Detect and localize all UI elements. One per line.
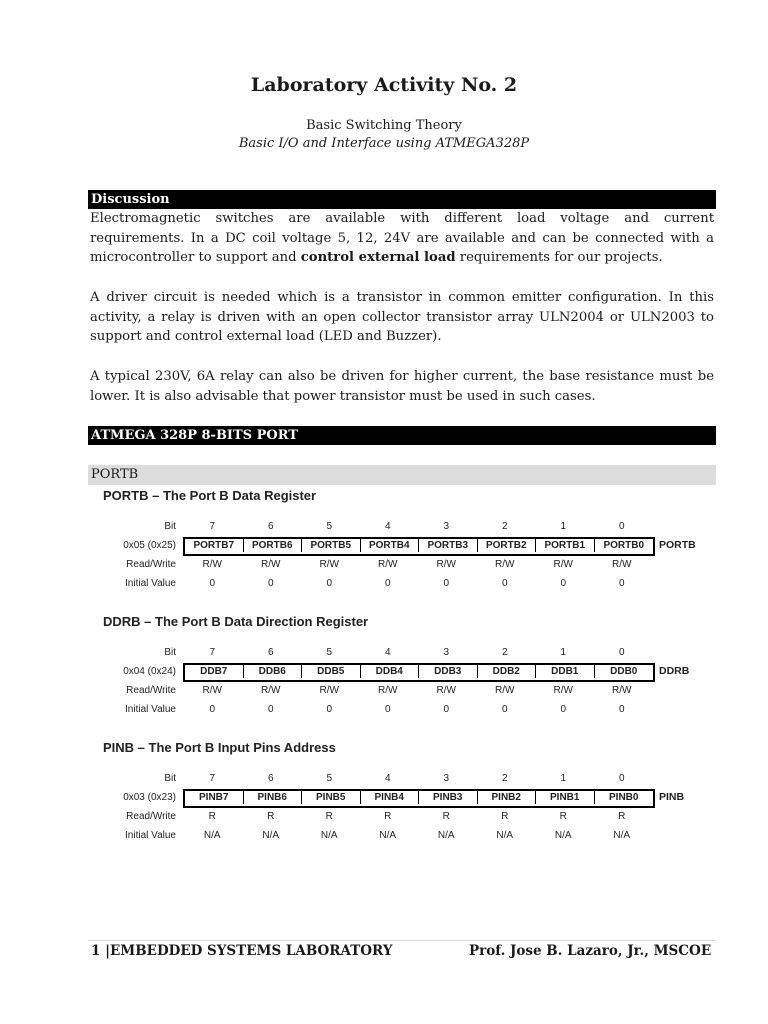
page-subtitle: Basic Switching Theory <box>306 118 462 133</box>
register-cell: 0 <box>501 578 508 589</box>
register-cell: N/A <box>379 830 397 841</box>
register-cell: 0 <box>618 704 625 715</box>
register-row <box>96 808 716 827</box>
register-row-label: Initial Value <box>125 704 176 715</box>
paragraph-bold-text: control external load <box>300 250 456 266</box>
register-cell: R <box>384 811 392 822</box>
register-row <box>96 644 716 663</box>
register-row-label: Initial Value <box>125 830 176 841</box>
register-cell: R/W <box>553 559 573 570</box>
register-cell: R/W <box>436 559 456 570</box>
register-row <box>96 789 716 808</box>
register-cell: 6 <box>267 521 274 532</box>
register-row <box>96 682 716 701</box>
register-cells <box>183 701 651 715</box>
register-row-label: 0x04 (0x24) <box>123 666 176 677</box>
register-row <box>96 575 716 594</box>
register-cell: R/W <box>612 559 632 570</box>
register-cell: 0 <box>560 704 567 715</box>
register-cell: PINB3 <box>419 791 478 804</box>
register-cell: PORTB3 <box>419 539 478 552</box>
register-cell: 0 <box>267 578 274 589</box>
portb-subheading: PORTB <box>88 465 716 485</box>
register-row-label: Bit <box>164 647 176 658</box>
register-cell: 5 <box>326 773 333 784</box>
register-cell: R/W <box>261 559 281 570</box>
register-cell: 2 <box>501 773 508 784</box>
register-cell: DDB6 <box>244 665 303 678</box>
register-cell: 0 <box>618 647 625 658</box>
register-cell: 0 <box>326 578 333 589</box>
register-cell: N/A <box>320 830 338 841</box>
register-cell: 7 <box>209 647 216 658</box>
page-title: Laboratory Activity No. 2 <box>250 74 518 96</box>
register-cells <box>183 682 651 696</box>
register-cell: 4 <box>384 773 391 784</box>
register-cell: 0 <box>326 704 333 715</box>
register-row-label: 0x05 (0x25) <box>123 540 176 551</box>
register-row <box>96 827 716 846</box>
register-title: PINB – The Port B Input Pins Address <box>103 740 336 755</box>
register-cell: R/W <box>261 685 281 696</box>
register-cell: 0 <box>560 578 567 589</box>
register-cell: PORTB0 <box>603 540 645 551</box>
register-cell: R/W <box>378 559 398 570</box>
footer-author: Prof. Jose B. Lazaro, Jr., MSCOE <box>469 943 712 959</box>
register-cell: N/A <box>203 830 221 841</box>
register-cell: R/W <box>202 559 222 570</box>
register-table <box>96 614 716 720</box>
register-cell: PINB0 <box>609 792 639 803</box>
register-table <box>96 488 716 594</box>
register-cell: PINB4 <box>361 791 420 804</box>
discussion-paragraph-3: A typical 230V, 6A relay can also be driven for higher current, the base resistance must be lower. It is also advisable that power transistor must be used in such cases. <box>90 369 714 404</box>
register-cell: PORTB5 <box>302 539 361 552</box>
register-cell: PINB1 <box>536 791 595 804</box>
register-cell: 5 <box>326 521 333 532</box>
register-cell: 0 <box>618 773 625 784</box>
register-cell: N/A <box>437 830 455 841</box>
register-cell: R/W <box>612 685 632 696</box>
register-cell: R/W <box>495 685 515 696</box>
register-cell: PINB6 <box>244 791 303 804</box>
register-cell: DDB2 <box>478 665 537 678</box>
register-cell: R/W <box>553 685 573 696</box>
register-cell: N/A <box>262 830 280 841</box>
register-cells <box>183 770 651 784</box>
register-cells <box>183 575 651 589</box>
register-row-label: 0x03 (0x23) <box>123 792 176 803</box>
register-cell: R <box>501 811 509 822</box>
register-cell: DDB1 <box>536 665 595 678</box>
register-cell: 4 <box>384 647 391 658</box>
register-cell: R <box>559 811 567 822</box>
register-cell: 0 <box>209 578 216 589</box>
register-cell: DDB3 <box>419 665 478 678</box>
register-row-label: Read/Write <box>126 685 176 696</box>
register-cells <box>183 789 655 808</box>
register-row <box>96 518 716 537</box>
register-cell: 2 <box>501 647 508 658</box>
register-name: PINB <box>659 791 685 803</box>
register-cell: PINB7 <box>185 791 244 804</box>
register-cell: 1 <box>560 773 567 784</box>
register-cell: 0 <box>209 704 216 715</box>
register-cell: 3 <box>443 773 450 784</box>
register-cell: 7 <box>209 521 216 532</box>
paragraph-text: Electromagnetic switches are available with different load voltage and current requirements. In a DC coil voltage 5, 12, 24V are available and can be connected with a microcontroller to support and <box>90 211 714 266</box>
register-cell: R <box>618 811 626 822</box>
register-cell: N/A <box>613 830 631 841</box>
register-cell: PINB2 <box>478 791 537 804</box>
register-cell: R <box>442 811 450 822</box>
register-cell: 0 <box>618 578 625 589</box>
register-cell: 3 <box>443 647 450 658</box>
register-cell: 1 <box>560 521 567 532</box>
register-row <box>96 663 716 682</box>
register-cell: 4 <box>384 521 391 532</box>
register-cell: 0 <box>501 704 508 715</box>
paragraph-text: requirements for our projects. <box>455 250 663 266</box>
register-cell: DDB5 <box>302 665 361 678</box>
register-table <box>96 740 716 846</box>
discussion-heading: Discussion <box>88 190 716 209</box>
register-row <box>96 770 716 789</box>
register-row <box>96 556 716 575</box>
register-cell: R/W <box>319 685 339 696</box>
register-cell: PORTB2 <box>478 539 537 552</box>
register-cell: DDB0 <box>610 666 638 677</box>
register-cell: R/W <box>319 559 339 570</box>
register-cells <box>183 827 651 841</box>
register-name: DDRB <box>659 665 690 677</box>
register-row <box>96 537 716 556</box>
footer-divider <box>88 940 716 941</box>
register-cell: R/W <box>378 685 398 696</box>
register-cell: R/W <box>495 559 515 570</box>
register-cells <box>183 556 651 570</box>
footer-course: 1 |EMBEDDED SYSTEMS LABORATORY <box>91 943 393 959</box>
register-row-label: Read/Write <box>126 559 176 570</box>
register-cell: 0 <box>443 578 450 589</box>
register-cell: DDB4 <box>361 665 420 678</box>
register-cells <box>183 518 651 532</box>
register-cell: R/W <box>202 685 222 696</box>
register-cell: N/A <box>554 830 572 841</box>
discussion-paragraph-2: A driver circuit is needed which is a transistor in common emitter configuration. In this activity, a relay is driven with an open collector transistor array ULN2004 or ULN2003 to support and control external load (LED and Buzzer). <box>90 290 714 345</box>
register-row-label: Initial Value <box>125 578 176 589</box>
register-cells <box>183 663 655 682</box>
register-cell: 2 <box>501 521 508 532</box>
register-cell: 0 <box>267 704 274 715</box>
register-cell: 5 <box>326 647 333 658</box>
register-cell: R <box>267 811 275 822</box>
register-cell: 6 <box>267 647 274 658</box>
register-title: PORTB – The Port B Data Register <box>103 488 317 503</box>
register-cell: PORTB7 <box>185 539 244 552</box>
register-cells <box>183 537 655 556</box>
port-section-heading: ATMEGA 328P 8-BITS PORT <box>88 426 716 445</box>
register-cell: 6 <box>267 773 274 784</box>
register-cell: R <box>208 811 216 822</box>
register-cell: DDB7 <box>185 665 244 678</box>
discussion-paragraph-1 <box>90 209 714 268</box>
register-cell: PORTB4 <box>361 539 420 552</box>
register-row-label: Bit <box>164 773 176 784</box>
register-cell: 1 <box>560 647 567 658</box>
register-cell: PORTB6 <box>244 539 303 552</box>
register-cell: PORTB1 <box>536 539 595 552</box>
register-cell: 0 <box>618 521 625 532</box>
register-cell: PINB5 <box>302 791 361 804</box>
register-cells <box>183 644 651 658</box>
register-cell: R <box>325 811 333 822</box>
register-row-label: Read/Write <box>126 811 176 822</box>
register-cell: 3 <box>443 521 450 532</box>
register-row <box>96 701 716 720</box>
register-cell: R/W <box>436 685 456 696</box>
register-cell: 0 <box>443 704 450 715</box>
register-cell: N/A <box>496 830 514 841</box>
register-cell: 7 <box>209 773 216 784</box>
register-cell: 0 <box>384 578 391 589</box>
register-cell: 0 <box>384 704 391 715</box>
register-row-label: Bit <box>164 521 176 532</box>
register-name: PORTB <box>659 539 696 551</box>
register-cells <box>183 808 651 822</box>
page-subtitle-italic: Basic I/O and Interface using ATMEGA328P <box>238 136 530 151</box>
register-title: DDRB – The Port B Data Direction Register <box>103 614 369 629</box>
